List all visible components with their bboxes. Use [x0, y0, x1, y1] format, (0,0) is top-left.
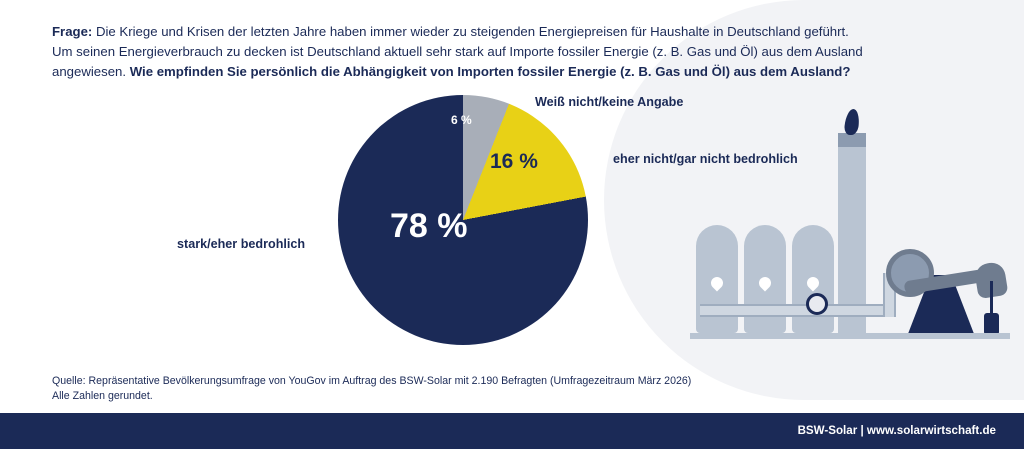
question-line-3-bold: Wie empfinden Sie persönlich die Abhängigkeit von Importen fossiler Energie (z. B. Gas und Öl) aus dem Ausland?	[129, 64, 851, 80]
oil-drop-icon	[805, 275, 822, 292]
source-line-2: Alle Zahlen gerundet.	[52, 390, 153, 403]
footer-branding: BSW-Solar | www.solarwirtschaft.de	[797, 424, 996, 437]
source-line-1: Quelle: Repräsentative Bevölkerungsumfrage von YouGov im Auftrag des BSW-Solar mit 2.190 Befragten (Umfragezeitraum März 2026)	[52, 375, 692, 387]
pumpjack-weight-icon	[984, 313, 999, 335]
pie-value-weiss-nicht: 6 %	[451, 113, 472, 127]
flame-icon	[844, 109, 861, 135]
pie-value-eher-nicht: 16 %	[490, 150, 538, 173]
pie-label-stark: stark/eher bedrohlich	[177, 237, 306, 251]
pie-value-stark: 78 %	[390, 207, 468, 245]
footer-bar	[0, 413, 1024, 449]
pipeline-horizontal-icon	[700, 304, 890, 317]
source-note	[52, 374, 812, 405]
question-line-3-normal: angewiesen.	[52, 64, 130, 80]
question-prefix: Frage:	[52, 24, 93, 39]
pie-chart	[177, 95, 798, 355]
oil-industry-illustration	[690, 110, 1010, 375]
question-line-1: Die Kriege und Krisen der letzten Jahre haben immer wieder zu steigenden Energiepreisen für Haushalte in Deutschland geführt.	[92, 24, 849, 39]
question-line-2: Um seinen Energieverbrauch zu decken ist Deutschland aktuell sehr stark auf Importe fossiler Energie (z. B. Gas und Öl) aus dem Ausland	[52, 44, 863, 60]
oil-drop-icon	[757, 275, 774, 292]
chimney-top-icon	[838, 133, 866, 147]
ground-line	[690, 333, 1010, 339]
question-text	[52, 22, 962, 82]
pie-chart-graphic	[338, 95, 588, 345]
oil-drop-icon	[709, 275, 726, 292]
pie-label-eher-nicht: eher nicht/gar nicht bedrohlich	[613, 152, 798, 166]
pie-label-weiss-nicht: Weiß nicht/keine Angabe	[535, 95, 684, 109]
valve-icon	[806, 293, 828, 315]
